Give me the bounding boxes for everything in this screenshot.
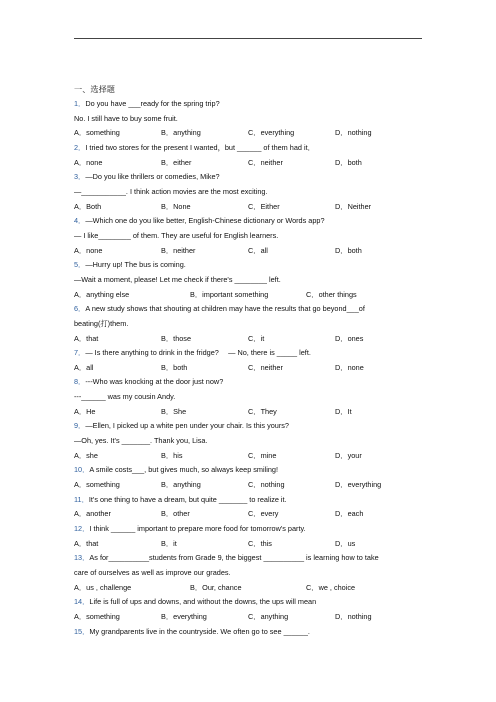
question-number: 10． xyxy=(74,465,90,475)
answer-option[interactable]: A．all xyxy=(74,362,94,372)
answer-option[interactable]: A．something xyxy=(74,611,120,621)
question-stem xyxy=(74,258,434,273)
answer-option[interactable]: C．mine xyxy=(248,450,277,460)
question-number: 7． xyxy=(74,348,86,358)
answer-option[interactable]: B．everything xyxy=(161,611,207,621)
question-stem xyxy=(74,170,434,185)
answer-option[interactable]: A．Both xyxy=(74,201,102,211)
answer-option[interactable]: D．It xyxy=(335,406,352,416)
question-number: 5． xyxy=(74,260,86,270)
question-stem xyxy=(74,625,434,640)
answer-option[interactable]: D．each xyxy=(335,509,364,519)
question-stem xyxy=(74,375,434,390)
question-number: 12． xyxy=(74,524,90,534)
question-text: I think ______ important to prepare more food for tomorrow's party. xyxy=(89,524,306,534)
questions-container xyxy=(74,97,434,639)
answer-option[interactable]: A．that xyxy=(74,538,99,548)
question-number: 13． xyxy=(74,553,90,563)
answer-option[interactable]: C．all xyxy=(248,245,268,255)
answer-option[interactable]: B．None xyxy=(161,201,191,211)
options-row xyxy=(74,507,434,522)
question-number: 6． xyxy=(74,304,86,314)
options-row xyxy=(74,581,434,596)
options-row xyxy=(74,126,434,141)
answer-option[interactable]: B．anything xyxy=(161,128,201,138)
answer-option[interactable]: A．something xyxy=(74,480,120,490)
question-stem xyxy=(74,214,434,229)
answer-option[interactable]: A．none xyxy=(74,157,103,167)
answer-option[interactable]: B．both xyxy=(161,362,188,372)
options-row xyxy=(74,610,434,625)
answer-option[interactable]: D．your xyxy=(335,450,362,460)
question-text: — Is there anything to drink in the fridge? — No, there is _____ left. xyxy=(85,348,311,358)
question-number: 11． xyxy=(74,494,89,504)
question-stem xyxy=(74,141,434,156)
answer-option[interactable]: D．both xyxy=(335,245,362,255)
question-continuation: ---______ was my cousin Andy. xyxy=(74,392,176,402)
answer-option[interactable]: C．neither xyxy=(248,362,283,372)
answer-option[interactable]: A．that xyxy=(74,333,99,343)
options-row xyxy=(74,156,434,171)
question-stem xyxy=(74,493,434,508)
answer-option[interactable]: D．everything xyxy=(335,480,382,490)
options-row xyxy=(74,200,434,215)
answer-option[interactable]: D．us xyxy=(335,538,356,548)
question-text: —Do you like thrillers or comedies, Mike? xyxy=(85,172,220,182)
question-number: 1． xyxy=(74,99,86,108)
question-stem xyxy=(74,346,434,361)
question-continuation: beating(打)them. xyxy=(74,318,129,328)
options-row xyxy=(74,332,434,347)
answer-option[interactable]: C．anything xyxy=(248,611,289,621)
answer-option[interactable]: C．every xyxy=(248,509,279,519)
question-text: A new study shows that shouting at children may have the results that go beyond___of xyxy=(85,304,365,314)
question-continuation: —Wait a moment, please! Let me check if there's ________ left. xyxy=(74,274,281,284)
answer-option[interactable]: C．everything xyxy=(248,128,295,138)
question-stem xyxy=(74,419,434,434)
question-text: —Which one do you like better, English-Chinese dictionary or Words app? xyxy=(85,216,325,226)
answer-option[interactable]: A．anything else xyxy=(74,289,130,299)
answer-option[interactable]: A．another xyxy=(74,509,111,519)
answer-option[interactable]: C．They xyxy=(248,406,277,416)
answer-option[interactable]: C．this xyxy=(248,538,272,548)
answer-option[interactable]: C．it xyxy=(248,333,265,343)
question-text: —Ellen, I picked up a white pen under your chair. Is this yours? xyxy=(85,421,289,431)
question-text: —Hurry up! The bus is coming. xyxy=(85,260,186,270)
question-stem xyxy=(74,463,434,478)
question-number: 15． xyxy=(74,626,90,636)
answer-option[interactable]: D．nothing xyxy=(335,128,372,138)
options-row xyxy=(74,478,434,493)
answer-option[interactable]: B．important something xyxy=(190,289,269,299)
answer-option[interactable]: B．it xyxy=(161,538,177,548)
answer-option[interactable]: C．Either xyxy=(248,201,280,211)
question-text: My grandparents live in the countryside. We often go to see ______. xyxy=(89,626,310,636)
question-text: Life is full of ups and downs, and without the downs, the ups will mean xyxy=(89,597,317,607)
question-text: It's one thing to have a dream, but quite _______ to realize it. xyxy=(88,494,287,504)
question-text: ---Who was knocking at the door just now? xyxy=(85,377,224,387)
answer-option[interactable]: C．we , choice xyxy=(306,582,356,592)
answer-option[interactable]: A．us , challenge xyxy=(74,582,132,592)
answer-option[interactable]: B．She xyxy=(161,406,187,416)
question-text: I tried two stores for the present I wanted，but ______ of them had it． xyxy=(85,142,315,152)
question-number: 14． xyxy=(74,597,90,607)
question-number: 2． xyxy=(74,142,86,152)
question-text: A smile costs___, but gives much, so always keep smiling! xyxy=(89,465,279,475)
answer-option[interactable]: B．his xyxy=(161,450,183,460)
answer-option[interactable]: B．Our, chance xyxy=(190,582,242,592)
section-title: 一、选择题 xyxy=(74,85,115,94)
question-number: 4． xyxy=(74,216,86,226)
question-number: 9． xyxy=(74,421,86,431)
answer-option[interactable]: D．nothing xyxy=(335,611,372,621)
question-stem xyxy=(74,522,434,537)
answer-option[interactable]: A．He xyxy=(74,406,96,416)
answer-option[interactable]: D．both xyxy=(335,157,362,167)
answer-option[interactable]: A．something xyxy=(74,128,120,138)
question-list xyxy=(74,82,434,639)
answer-option[interactable]: B．other xyxy=(161,509,190,519)
options-row xyxy=(74,288,434,303)
options-row xyxy=(74,537,434,552)
question-continuation: No. I still have to buy some fruit. xyxy=(74,113,178,123)
options-row xyxy=(74,405,434,420)
options-row xyxy=(74,361,434,376)
question-stem xyxy=(74,551,434,566)
answer-option[interactable]: A．none xyxy=(74,245,103,255)
question-stem xyxy=(74,302,434,317)
question-text: As for__________students from Grade 9, the biggest __________ is learning how to take xyxy=(89,553,379,563)
question-number: 8． xyxy=(74,377,86,387)
answer-option[interactable]: D．ones xyxy=(335,333,364,343)
question-stem xyxy=(74,97,434,112)
options-row xyxy=(74,244,434,259)
answer-option[interactable]: D．Neither xyxy=(335,201,372,211)
question-text: Do you have ___ready for the spring trip? xyxy=(85,99,220,108)
options-row xyxy=(74,449,434,464)
answer-option[interactable]: C．neither xyxy=(248,157,283,167)
answer-option[interactable]: B．anything xyxy=(161,480,201,490)
question-continuation: care of ourselves as well as improve our grades. xyxy=(74,568,231,577)
question-continuation: —Oh, yes. It's _______. Thank you, Lisa. xyxy=(74,436,208,446)
answer-option[interactable]: B．neither xyxy=(161,245,196,255)
question-stem xyxy=(74,595,434,610)
answer-option[interactable]: B．those xyxy=(161,333,192,343)
answer-option[interactable]: D．none xyxy=(335,362,364,372)
question-continuation: —___________. I think action movies are the most exciting. xyxy=(74,186,268,196)
header-rule xyxy=(74,38,422,39)
answer-option[interactable]: C．nothing xyxy=(248,480,285,490)
answer-option[interactable]: B．either xyxy=(161,157,192,167)
question-number: 3． xyxy=(74,172,86,182)
answer-option[interactable]: A．she xyxy=(74,450,98,460)
question-continuation: — I like________ of them. They are useful for English learners. xyxy=(74,230,279,240)
answer-option[interactable]: C．other things xyxy=(306,289,357,299)
